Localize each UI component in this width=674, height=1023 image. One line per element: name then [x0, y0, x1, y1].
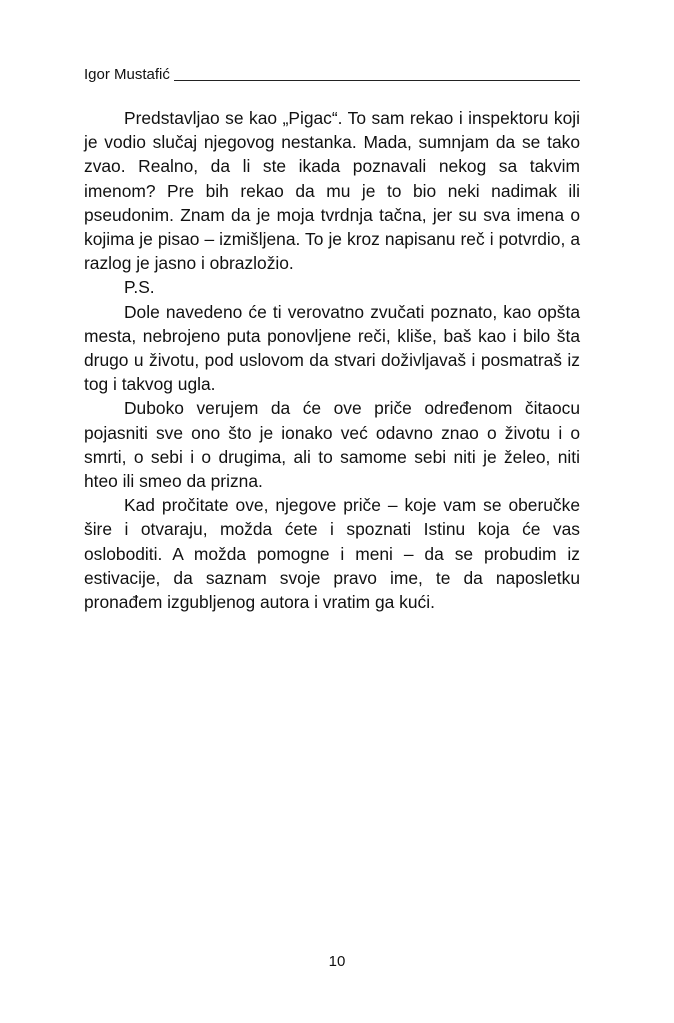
- running-header: [84, 66, 580, 84]
- header-rule: [174, 80, 580, 81]
- paragraph-ps: P.S.: [124, 277, 155, 298]
- body-text: [84, 106, 580, 614]
- paragraph: Kad pročitate ove, njegove priče – koje vam se oberučke šire i otvaraju, možda ćete i spoznati Istinu koja će vas osloboditi. A možda pomogne i meni – da se probudim iz estivacije, da saznam svoje pravo ime, te da naposletku pronađem izgubljenog autora i vratim ga kući.: [84, 495, 580, 613]
- header-author: Igor Mustafić: [84, 66, 170, 83]
- paragraph: Duboko verujem da će ove priče određenom čitaocu pojasniti sve ono što je ionako već odavno znao o životu i o smrti, o sebi i o drugima, ali to samome sebi niti je želeo, niti hteo ili smeo da prizna.: [84, 398, 580, 492]
- paragraph: Predstavljao se kao „Pigac“. To sam rekao i inspektoru koji je vodio slučaj njegovog nestanka. Mada, sumnjam da se tako zvao. Realno, da li ste ikada poznavali nekog sa takvim imenom? Pre bih rekao da mu je to bio neki nadimak ili pseudonim. Znam da je moja tvrdnja tačna, jer su sva imena o kojima je pisao – izmišljena. To je kroz napisanu reč i potvrdio, a razlog je jasno i obrazložio.: [84, 108, 580, 274]
- page-number: 10: [328, 953, 346, 970]
- paragraph: Dole navedeno će ti verovatno zvučati poznato, kao opšta mesta, nebrojeno puta ponovljene reči, kliše, baš kao i bilo šta drugo u životu, pod uslovom da stvari doživljavaš i posmatraš iz tog i takvog ugla.: [84, 301, 580, 395]
